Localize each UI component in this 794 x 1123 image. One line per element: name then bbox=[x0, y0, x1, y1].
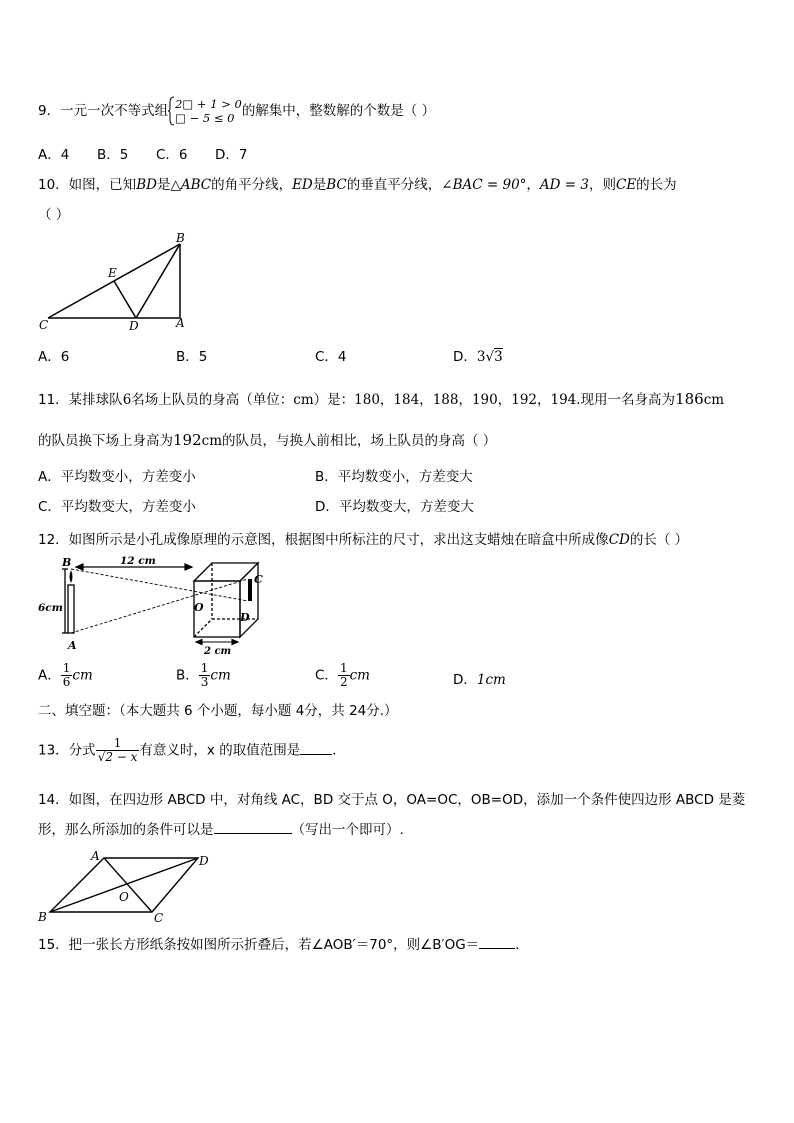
q11-text-6: 的队员，与换人前相比，场上队员的身高（ ） bbox=[222, 433, 497, 449]
q12-option-c-label: C． bbox=[315, 667, 338, 684]
q14-label-o: O bbox=[119, 890, 129, 904]
q10-option-a: A．6 bbox=[38, 349, 70, 365]
q11-unit: cm bbox=[293, 392, 314, 408]
question-12 bbox=[38, 531, 688, 549]
q15-text: 15．把一张长方形纸条按如图所示折叠后，若∠AOB′＝70°，则∠B′OG＝ bbox=[38, 937, 480, 953]
q11-text-4: .现用一名身高为 bbox=[576, 392, 676, 408]
q12-label-b: B bbox=[62, 556, 72, 569]
q12-label-a: A bbox=[68, 639, 77, 652]
q10-line-bd bbox=[136, 244, 180, 318]
q10-label-e: E bbox=[108, 266, 117, 280]
q14-line-2 bbox=[38, 821, 404, 839]
sqrt-icon: √ bbox=[485, 349, 495, 365]
q14-text-2b: （写出一个即可）. bbox=[291, 822, 404, 838]
q11-option-b: B．平均数变小，方差变大 bbox=[315, 469, 473, 485]
q12-figure bbox=[36, 555, 276, 655]
q10-text-7: ，则 bbox=[588, 177, 616, 193]
q9-prefix: 9．一元一次不等式组 bbox=[38, 103, 169, 119]
q11-option-d: D．平均数变大，方差变大 bbox=[315, 499, 474, 515]
q10-triangle: △ABC bbox=[170, 177, 212, 193]
question-11 bbox=[38, 390, 724, 409]
q14-label-a: A bbox=[91, 849, 100, 863]
q14-figure bbox=[36, 846, 216, 926]
q10-option-d-label: D． bbox=[453, 349, 477, 365]
q9-ineq2: □ − 5 ≤ 0 bbox=[175, 111, 235, 125]
q14-label-d: D bbox=[199, 854, 209, 868]
q12-option-a-label: A． bbox=[38, 667, 61, 684]
q11-heights: 180，184，188，190，192，194 bbox=[354, 392, 577, 408]
q11-six: 6 bbox=[122, 392, 132, 408]
q10-option-c: C．4 bbox=[315, 349, 347, 365]
q10-label-a: A bbox=[176, 316, 185, 330]
q13-prefix: 13．分式 bbox=[38, 742, 96, 759]
q12-option-a-frac: $\frac{1}{6}$ bbox=[62, 661, 71, 689]
question-13 bbox=[38, 737, 346, 764]
q12-text: 12．如图所示是小孔成像原理的示意图，根据图中所标注的尺寸，求出这支蜡烛在暗盒中所成像 bbox=[38, 532, 609, 548]
q10-line-2: （ ） bbox=[38, 207, 70, 223]
candle-icon bbox=[68, 585, 74, 633]
q10-angle: ∠BAC = 90° bbox=[441, 177, 527, 193]
q15-answer-blank[interactable] bbox=[479, 936, 515, 949]
q13-end: ． bbox=[332, 742, 346, 759]
flame-icon bbox=[70, 570, 73, 583]
q11-text-3: ）是： bbox=[313, 392, 355, 408]
q9-suffix: 的解集中，整数解的个数是（ ） bbox=[241, 103, 436, 119]
q11-text-1: 11．某排球队 bbox=[38, 392, 123, 408]
q10-option-d bbox=[453, 348, 503, 366]
q14-label-c: C bbox=[154, 911, 164, 925]
q10-ad: AD = 3 bbox=[539, 177, 589, 193]
q10-text-5: 的垂直平分线， bbox=[346, 177, 442, 193]
q11-option-a: A．平均数变小，方差变小 bbox=[38, 469, 196, 485]
q13-denominator: √2 − x bbox=[97, 750, 138, 764]
q11-cm-2: cm bbox=[201, 433, 223, 449]
q11-option-c: C．平均数变大，方差变小 bbox=[38, 499, 196, 515]
q11-h186: 186 bbox=[675, 390, 704, 408]
q9-ineq1: 2□ + 1 > 0 bbox=[175, 97, 242, 111]
q11-text-5: 的队员换下场上身高为 bbox=[38, 433, 173, 449]
q10-text-2: 是 bbox=[156, 177, 171, 193]
q9-option-b: B．5 bbox=[97, 147, 129, 163]
question-14: 14．如图，在四边形 ABCD 中，对角线 AC，BD 交于点 O，OA=OC，OB=OD，添加一个条件使四边形 ABCD 是菱 bbox=[38, 792, 746, 808]
question-9 bbox=[38, 96, 435, 126]
q10-figure bbox=[36, 230, 206, 336]
q12-option-d-value: 1cm bbox=[476, 672, 506, 688]
q12-label-6cm: 6cm bbox=[38, 602, 63, 614]
q12-label-c: C bbox=[254, 573, 263, 586]
q12-option-b: B． $\frac{1}{3}$ cm bbox=[176, 661, 231, 689]
q10-label-c: C bbox=[39, 318, 49, 332]
q12-label-12cm: 12 cm bbox=[120, 555, 156, 567]
q13-numerator: 1 bbox=[96, 737, 140, 751]
section-2-heading: 二、填空题：（本大题共 6 个小题，每小题 4分，共 24分.） bbox=[38, 703, 398, 719]
q12-option-d bbox=[453, 671, 506, 689]
q10-text-3: 的角平分线， bbox=[211, 177, 293, 193]
q12-option-c-frac: $\frac{1}{2}$ bbox=[339, 661, 348, 689]
q12-option-c: C． $\frac{1}{2}$ cm bbox=[315, 661, 370, 689]
q10-label-d: D bbox=[129, 319, 139, 333]
q9-system bbox=[175, 97, 242, 125]
question-10 bbox=[38, 176, 677, 194]
q10-text-1: 10．如图，已知 bbox=[38, 177, 137, 193]
q15-end: ． bbox=[515, 937, 529, 953]
q10-option-d-radicand: 3 bbox=[494, 349, 503, 365]
q10-text-4: 是 bbox=[312, 177, 327, 193]
q10-bc: BC bbox=[326, 177, 347, 193]
q12-label-d: D bbox=[240, 611, 250, 624]
q12-cd: CD bbox=[608, 532, 630, 548]
q13-answer-blank[interactable] bbox=[300, 742, 332, 755]
q10-text-6: ， bbox=[526, 177, 540, 193]
q11-cm-1: cm bbox=[703, 392, 725, 408]
q14-answer-blank[interactable] bbox=[214, 821, 292, 834]
q12-text-2: 的长（ ） bbox=[629, 532, 689, 548]
q10-line-ed bbox=[114, 281, 136, 318]
q12-option-a: A． $\frac{1}{6}$ cm bbox=[38, 661, 93, 689]
q9-option-c: C．6 bbox=[156, 147, 188, 163]
q10-text-8: 的长为 bbox=[636, 177, 677, 193]
q11-line-2 bbox=[38, 431, 496, 450]
q10-option-d-coef: 3 bbox=[476, 349, 486, 365]
q10-ce: CE bbox=[615, 177, 637, 193]
q13-suffix: 有意义时，x 的取值范围是 bbox=[139, 742, 301, 759]
q9-option-a: A．4 bbox=[38, 147, 70, 163]
q10-label-b: B bbox=[176, 231, 185, 245]
q9-option-d: D．7 bbox=[215, 147, 248, 163]
q14-text-2a: 形，那么所添加的条件可以是 bbox=[38, 822, 214, 838]
q12-label-o: O bbox=[194, 601, 204, 614]
q10-ed: ED bbox=[292, 177, 313, 193]
q11-text-2: 名场上队员的身高（单位： bbox=[131, 392, 294, 408]
image-cd bbox=[248, 579, 252, 601]
q10-bd: BD bbox=[136, 177, 157, 193]
q12-option-b-label: B． bbox=[176, 667, 199, 684]
q13-fraction bbox=[96, 737, 140, 764]
q12-option-d-label: D． bbox=[453, 672, 477, 688]
q11-h192: 192 bbox=[173, 431, 202, 449]
q14-label-b: B bbox=[38, 910, 47, 924]
q10-option-b: B．5 bbox=[176, 349, 208, 365]
q12-option-b-frac: $\frac{1}{3}$ bbox=[200, 661, 209, 689]
q12-label-2cm: 2 cm bbox=[204, 646, 232, 655]
question-15 bbox=[38, 936, 529, 954]
